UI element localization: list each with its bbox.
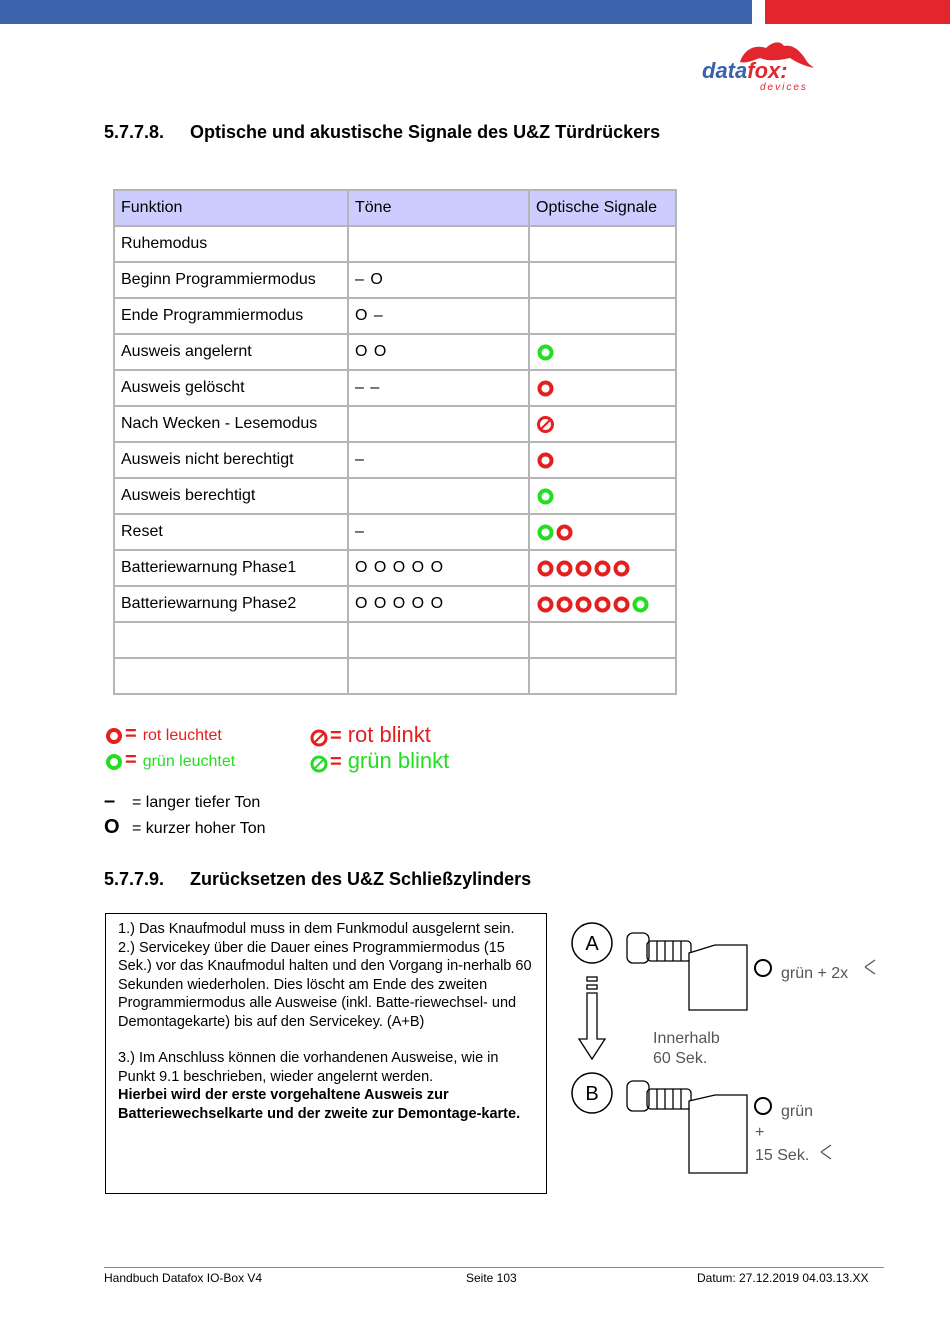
down-arrow-icon (579, 977, 605, 1059)
step-a-signal: grün + 2x (781, 965, 849, 982)
table-row (114, 262, 676, 298)
table-row (114, 334, 676, 370)
cell-function: Nach Wecken - Lesemodus (114, 406, 348, 442)
cell-optical-signals (529, 406, 676, 442)
cell-function (114, 622, 348, 658)
cell-optical-signals (529, 442, 676, 478)
section-title: Zurücksetzen des U&Z Schließzylinders (190, 869, 532, 889)
middle-text-2: 60 Sek. (653, 1050, 708, 1067)
legend-green-on: = grün leuchtet (105, 749, 235, 772)
table-row (114, 622, 676, 658)
cell-tones (348, 406, 529, 442)
logo-tagline: devices (760, 82, 808, 93)
led-red-on-icon (536, 595, 555, 614)
instruction-step-3-bold: Hierbei wird der erste vorgehaltene Ausweis zur Batteriewechselkarte und der zweite zur Demontage-karte. (118, 1087, 521, 1122)
step-b-time: 15 Sek. (755, 1147, 810, 1164)
section-number: 5.7.7.8. (104, 122, 165, 142)
cell-optical-signals (529, 262, 676, 298)
reset-illustration (565, 915, 895, 1180)
led-red-on-icon (555, 523, 574, 542)
step-b-signal: grün (781, 1103, 814, 1120)
table-row (114, 586, 676, 622)
table-row (114, 478, 676, 514)
footer-date: Datum: 27.12.2019 04.03.13.XX (697, 1271, 869, 1285)
cell-tones (348, 622, 529, 658)
cell-function: Ruhemodus (114, 226, 348, 262)
signals-table (113, 189, 677, 695)
cell-function: Reset (114, 514, 348, 550)
cell-function: Ausweis angelernt (114, 334, 348, 370)
led-green-on-icon (631, 595, 650, 614)
legend-green-blink: = grün blinkt (310, 748, 449, 774)
legend-red-on: = rot leuchtet (105, 723, 222, 746)
led-red-on-icon (593, 595, 612, 614)
table-row (114, 298, 676, 334)
header-function: Funktion (114, 190, 348, 226)
cell-tones: O – (348, 298, 529, 334)
led-green-on-icon (536, 343, 555, 362)
cell-optical-signals (529, 478, 676, 514)
table-row (114, 550, 676, 586)
cell-tones: O O (348, 334, 529, 370)
cell-tones: – O (348, 262, 529, 298)
cell-optical-signals (529, 514, 676, 550)
step-b-label: B (585, 1083, 599, 1105)
step-b-plus: + (755, 1124, 765, 1141)
logo-word: datafox: (702, 58, 788, 83)
cell-tones: – (348, 514, 529, 550)
cell-function: Ende Programmiermodus (114, 298, 348, 334)
header-optical: Optische Signale (529, 190, 676, 226)
cell-function: Beginn Programmiermodus (114, 262, 348, 298)
section-number: 5.7.7.9. (104, 869, 165, 889)
section-heading-signals (104, 122, 660, 143)
led-b-icon (755, 1098, 771, 1114)
led-red-on-icon (574, 559, 593, 578)
cell-tones (348, 658, 529, 694)
cell-function: Ausweis berechtigt (114, 478, 348, 514)
legend-long-tone: – = langer tiefer Ton (104, 790, 261, 812)
cell-optical-signals (529, 658, 676, 694)
cell-function: Batteriewarnung Phase2 (114, 586, 348, 622)
cell-tones: O O O O O (348, 586, 529, 622)
cell-optical-signals (529, 622, 676, 658)
table-row (114, 370, 676, 406)
instruction-step-3: 3.) Im Anschluss können die vorhandenen Ausweise, wie in Punkt 9.1 beschrieben, wieder angelernt werden. (118, 1050, 499, 1085)
section-heading-reset (104, 869, 531, 890)
instruction-step-1: 1.) Das Knaufmodul muss in dem Funkmodul ausgelernt sein. (118, 921, 515, 937)
led-red-blink-icon (536, 415, 555, 434)
led-green-blink-icon (310, 755, 328, 773)
led-green-on-icon (105, 753, 123, 771)
legend-red-blink: = rot blinkt (310, 722, 431, 748)
header-tones: Töne (348, 190, 529, 226)
middle-text-1: Innerhalb (653, 1030, 720, 1047)
cell-optical-signals (529, 370, 676, 406)
cell-optical-signals (529, 226, 676, 262)
led-red-on-icon (593, 559, 612, 578)
led-red-on-icon (612, 559, 631, 578)
table-row (114, 226, 676, 262)
cylinder-b-icon (627, 1081, 747, 1173)
table-header-row (114, 190, 676, 226)
cell-tones: – (348, 442, 529, 478)
cell-tones (348, 478, 529, 514)
led-red-on-icon (612, 595, 631, 614)
table-row (114, 514, 676, 550)
led-green-on-icon (536, 487, 555, 506)
led-red-on-icon (536, 379, 555, 398)
cell-function: Ausweis gelöscht (114, 370, 348, 406)
led-red-on-icon (105, 727, 123, 745)
cell-optical-signals (529, 586, 676, 622)
cell-function (114, 658, 348, 694)
table-row (114, 658, 676, 694)
led-a-icon (755, 960, 771, 976)
led-red-on-icon (574, 595, 593, 614)
sound-a-icon (865, 960, 875, 974)
sound-b-icon (821, 1145, 831, 1159)
legend-short-tone: O = kurzer hoher Ton (104, 816, 266, 838)
instructions-box (105, 913, 547, 1194)
led-red-blink-icon (310, 729, 328, 747)
cell-tones (348, 226, 529, 262)
cylinder-a-icon (627, 933, 747, 1010)
table-row (114, 406, 676, 442)
cell-tones: – – (348, 370, 529, 406)
footer-divider (104, 1267, 884, 1268)
led-red-on-icon (536, 559, 555, 578)
datafox-logo (700, 40, 830, 98)
led-red-on-icon (536, 451, 555, 470)
cell-optical-signals (529, 550, 676, 586)
cell-function: Batteriewarnung Phase1 (114, 550, 348, 586)
cell-optical-signals (529, 334, 676, 370)
header-bar-blue (0, 0, 752, 24)
footer-left: Handbuch Datafox IO-Box V4 (104, 1271, 263, 1285)
led-green-on-icon (536, 523, 555, 542)
header-bar-red (765, 0, 950, 24)
led-red-on-icon (555, 559, 574, 578)
instruction-step-2: 2.) Servicekey über die Dauer eines Programmiermodus (15 Sek.) vor das Knaufmodul halten und den Vorgang in-nerhalb 60 Sekunden wiederholen. Dies löscht am Ende des zweiten Programmiermodus alle Ausweise (inkl. Batte-riewechsel- und Demontagekarte) bis auf den Servicekey. (A+B) (118, 939, 532, 1030)
cell-tones: O O O O O (348, 550, 529, 586)
footer-page: Seite 103 (466, 1271, 517, 1285)
table-row (114, 442, 676, 478)
cell-function: Ausweis nicht berechtigt (114, 442, 348, 478)
cell-optical-signals (529, 298, 676, 334)
step-a-label: A (585, 933, 599, 955)
led-red-on-icon (555, 595, 574, 614)
section-title: Optische und akustische Signale des U&Z Türdrückers (190, 122, 661, 142)
